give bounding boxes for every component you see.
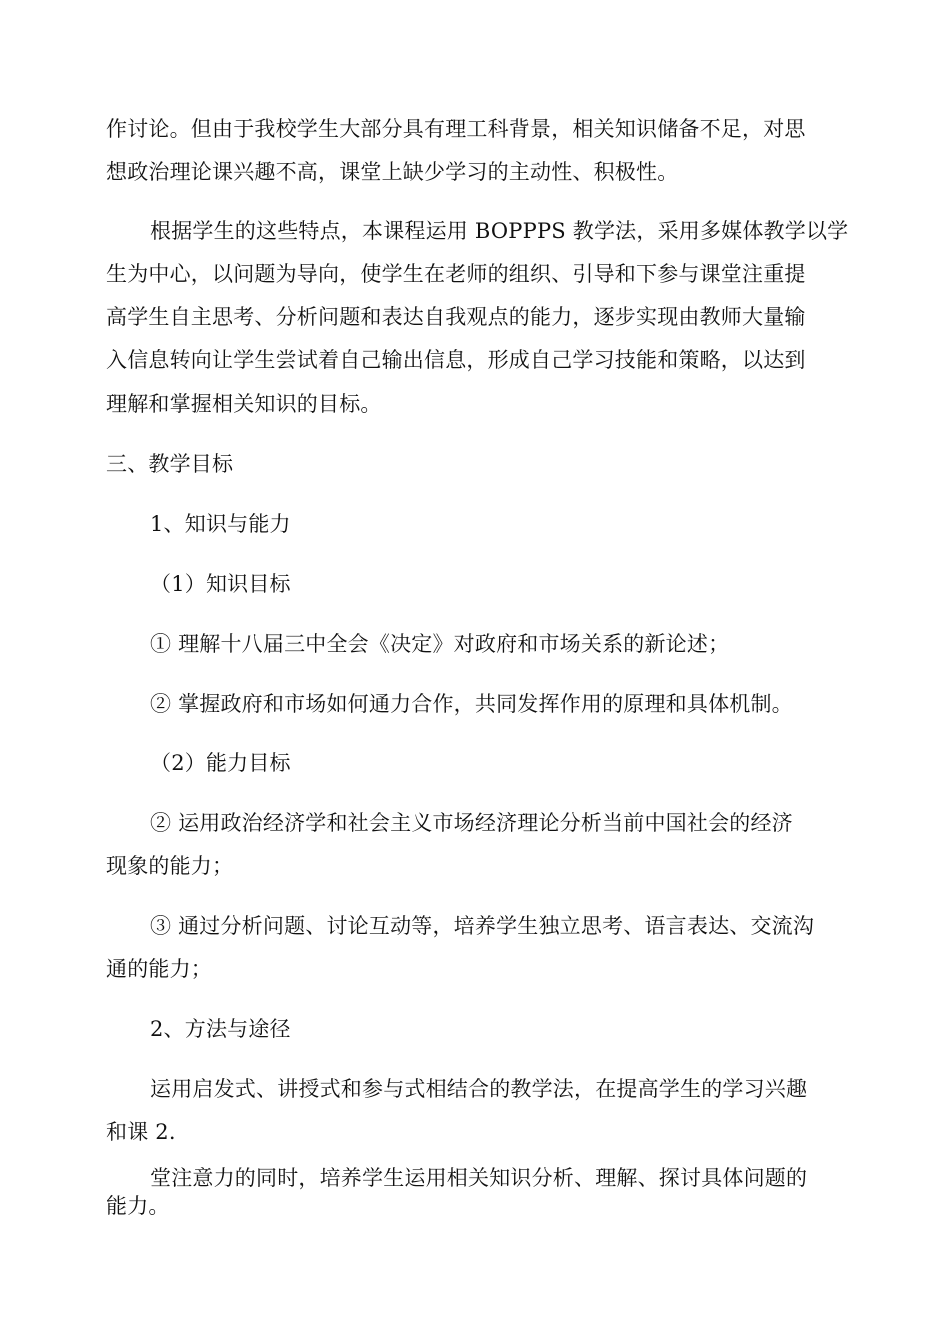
paragraph-line: 根据学生的这些特点，本课程运用 BOPPPS 教学法，采用多媒体教学以学 <box>150 219 849 243</box>
subsection-heading: （1）知识目标 <box>150 572 291 596</box>
subsection-heading: （2）能力目标 <box>150 751 291 775</box>
paragraph-line: 生为中心，以问题为导向，使学生在老师的组织、引导和下参与课堂注重提 <box>106 262 806 286</box>
paragraph-line: 能力。 <box>106 1194 170 1218</box>
subsection-heading: 2、方法与途径 <box>150 1017 291 1041</box>
paragraph-line: 理解和掌握相关知识的目标。 <box>106 392 382 416</box>
paragraph-line: 运用启发式、讲授式和参与式相结合的教学法，在提高学生的学习兴趣 <box>150 1077 808 1101</box>
list-item-continuation: 通的能力； <box>106 957 212 981</box>
list-item: ② 掌握政府和市场如何通力合作，共同发挥作用的原理和具体机制。 <box>150 692 793 716</box>
paragraph-line: 高学生自主思考、分析问题和表达自我观点的能力，逐步实现由教师大量输 <box>106 305 806 329</box>
subsection-heading: 1、知识与能力 <box>150 512 291 536</box>
paragraph-line: 想政治理论课兴趣不高，课堂上缺少学习的主动性、积极性。 <box>106 160 679 184</box>
paragraph-line: 和课 2. <box>106 1120 176 1144</box>
list-item: ② 运用政治经济学和社会主义市场经济理论分析当前中国社会的经济 <box>150 811 793 835</box>
paragraph-line: 堂注意力的同时，培养学生运用相关知识分析、理解、探讨具体问题的 <box>150 1166 808 1190</box>
list-item: ③ 通过分析问题、讨论互动等，培养学生独立思考、语言表达、交流沟 <box>150 914 815 938</box>
list-item: ① 理解十八届三中全会《决定》对政府和市场关系的新论述； <box>150 632 730 656</box>
paragraph-line: 作讨论。但由于我校学生大部分具有理工科背景，相关知识储备不足，对思 <box>106 117 806 141</box>
section-heading: 三、教学目标 <box>106 452 234 476</box>
list-item-continuation: 现象的能力； <box>106 854 234 878</box>
paragraph-line: 入信息转向让学生尝试着自己输出信息，形成自己学习技能和策略，以达到 <box>106 348 806 372</box>
